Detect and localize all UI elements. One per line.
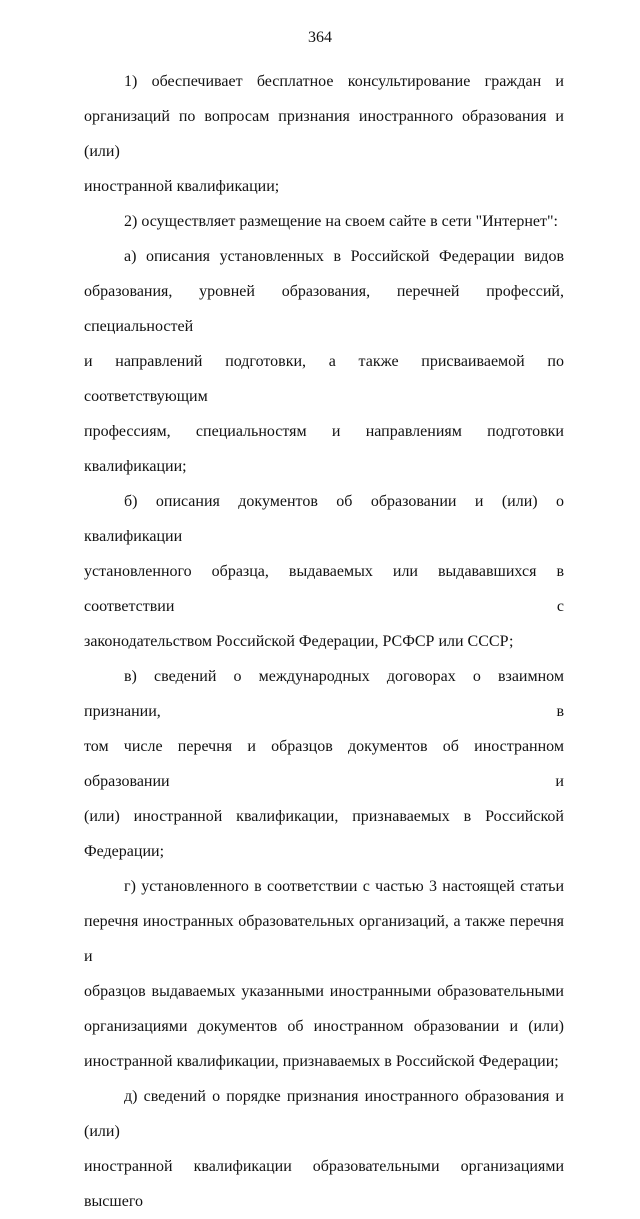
text-line: в) сведений о международных договорах о взаимном признании, в bbox=[84, 668, 564, 720]
text-line: перечня иностранных образовательных организаций, а также перечня и bbox=[84, 913, 564, 965]
text-line: установленного образца, выдаваемых или выдававшихся в соответствии с bbox=[84, 563, 564, 615]
text-line: образцов выдаваемых указанными иностранными образовательными bbox=[84, 983, 564, 1000]
paragraph-v bbox=[84, 659, 564, 869]
paragraph-1 bbox=[84, 64, 564, 204]
text-line: законодательством Российской Федерации, РСФСР или СССР; bbox=[84, 633, 514, 650]
text-line: иностранной квалификации, признаваемых в Российской Федерации; bbox=[84, 1053, 559, 1070]
text-line: иностранной квалификации образовательными организациями высшего bbox=[84, 1158, 564, 1210]
text-line: (или) иностранной квалификации, признаваемых в Российской bbox=[84, 808, 564, 825]
page-number: 364 bbox=[308, 29, 332, 46]
paragraph-a bbox=[84, 239, 564, 484]
text-line: организациями документов об иностранном образовании и (или) bbox=[84, 1018, 564, 1035]
text-line: а) описания установленных в Российской Федерации видов bbox=[124, 248, 564, 265]
text-line: б) описания документов об образовании и (или) о квалификации bbox=[84, 493, 564, 545]
paragraph-2 bbox=[84, 204, 564, 239]
text-line: г) установленного в соответствии с частью 3 настоящей статьи bbox=[124, 878, 564, 895]
text-line: 1) обеспечивает бесплатное консультирование граждан и bbox=[124, 73, 564, 90]
text-line: д) сведений о порядке признания иностранного образования и (или) bbox=[84, 1088, 564, 1140]
text-line: профессиям, специальностям и направлениям подготовки квалификации; bbox=[84, 423, 564, 475]
text-line: образования, уровней образования, перечней профессий, специальностей bbox=[84, 283, 564, 335]
text-line: иностранной квалификации; bbox=[84, 178, 280, 195]
paragraph-b bbox=[84, 484, 564, 659]
text-line: и направлений подготовки, а также присваиваемой по соответствующим bbox=[84, 353, 564, 405]
text-line: Федерации; bbox=[84, 843, 165, 860]
paragraph-g bbox=[84, 869, 564, 1079]
text-line: том числе перечня и образцов документов об иностранном образовании и bbox=[84, 738, 564, 790]
text-line: организаций по вопросам признания иностранного образования и (или) bbox=[84, 108, 564, 160]
paragraph-d bbox=[84, 1079, 564, 1219]
document-body bbox=[84, 64, 564, 1219]
text-line: 2) осуществляет размещение на своем сайте в сети "Интернет": bbox=[124, 213, 558, 230]
